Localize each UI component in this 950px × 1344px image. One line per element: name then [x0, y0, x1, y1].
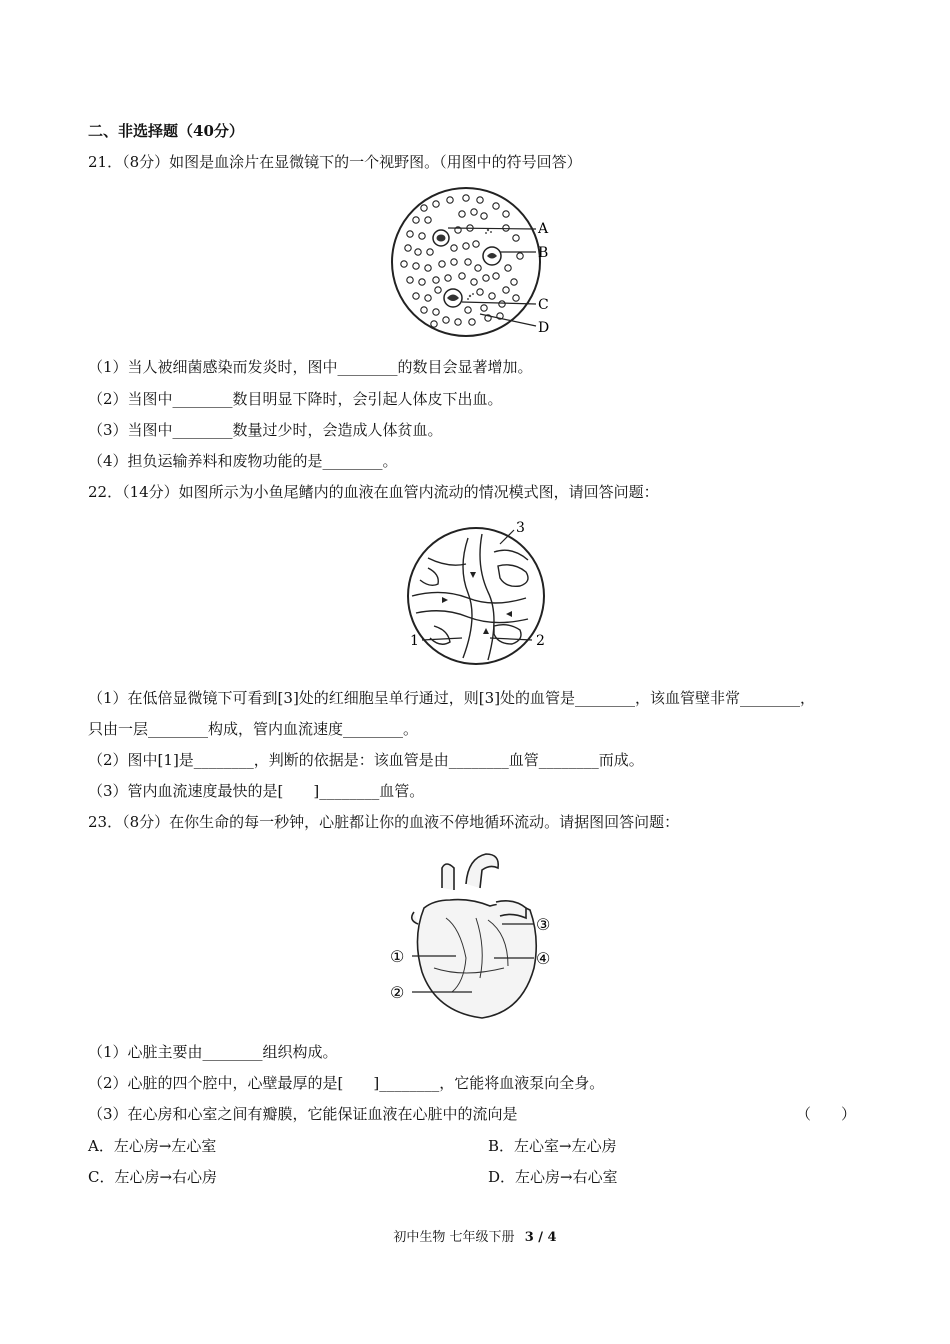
- label-3: 3: [516, 520, 525, 536]
- red-blood-cell: [439, 261, 445, 267]
- red-blood-cell: [433, 201, 439, 207]
- red-blood-cell: [425, 265, 431, 271]
- red-blood-cell: [443, 317, 449, 323]
- red-blood-cell: [489, 293, 495, 299]
- q21-item-4: （4）担负运输养料和废物功能的是________。: [88, 452, 398, 470]
- red-blood-cell: [471, 209, 477, 215]
- label-b: B: [538, 245, 549, 261]
- red-blood-cell: [469, 319, 475, 325]
- q22-capillary-figure: [398, 518, 558, 670]
- red-blood-cell: [433, 309, 439, 315]
- q22-stem: 22．（14分）如图所示为小鱼尾鳍内的血液在血管内流动的情况模式图，请回答问题：: [88, 483, 659, 501]
- blood-smear-diagram: [388, 186, 558, 341]
- q22-item-1-cont: 只由一层________构成，管内血流速度________。: [88, 720, 419, 738]
- q22-item-3: （3）管内血流速度最快的是[ ]________血管。: [88, 782, 425, 800]
- q23-item-2: （2）心脏的四个腔中，心壁最厚的是[ ]________，它能将血液泵向全身。: [88, 1074, 605, 1092]
- red-blood-cell: [477, 289, 483, 295]
- red-blood-cell: [407, 277, 413, 283]
- fish-tail-vessel-diagram: [398, 518, 558, 670]
- red-blood-cell: [459, 211, 465, 217]
- label-circled-3: ③: [536, 915, 551, 934]
- q23-stem: 23．（8分）在你生命的每一秒钟，心脏都让你的血液不停地循环流动。请据图回答问题：: [88, 813, 680, 831]
- red-blood-cell: [471, 279, 477, 285]
- red-blood-cell: [459, 273, 465, 279]
- q23-heart-figure: [384, 848, 564, 1026]
- red-blood-cell: [503, 211, 509, 217]
- footer-text: 初中生物 七年级下册: [393, 1230, 515, 1245]
- white-blood-cell-a: [433, 230, 449, 246]
- red-blood-cell: [463, 195, 469, 201]
- heart-diagram: [384, 848, 564, 1026]
- red-blood-cell: [431, 321, 437, 327]
- red-blood-cell: [477, 197, 483, 203]
- red-blood-cell: [407, 231, 413, 237]
- red-blood-cell: [503, 287, 509, 293]
- red-blood-cell: [517, 253, 523, 259]
- q21-blood-smear-figure: [388, 186, 558, 341]
- red-blood-cell: [421, 307, 427, 313]
- q21-stem: 21．（8分）如图是血涂片在显微镜下的一个视野图。（用图中的符号回答）: [88, 153, 582, 171]
- q21-item-3: （3）当图中________数量过少时，会造成人体贫血。: [88, 421, 443, 439]
- red-blood-cell: [415, 249, 421, 255]
- red-blood-cell: [451, 245, 457, 251]
- label-d: D: [538, 320, 550, 336]
- q23-option-c: C．左心房→右心房: [88, 1168, 218, 1186]
- red-blood-cell: [445, 275, 451, 281]
- red-blood-cell: [433, 277, 439, 283]
- label-circled-4: ④: [536, 949, 551, 968]
- red-blood-cell: [401, 261, 407, 267]
- q22-item-1: （1）在低倍显微镜下可看到[3]处的红细胞呈单行通过，则[3]处的血管是________，该血管壁非常________，: [88, 689, 816, 707]
- page-footer: [0, 1226, 950, 1245]
- label-1: 1: [410, 633, 419, 649]
- red-blood-cell: [481, 213, 487, 219]
- red-blood-cell: [451, 259, 457, 265]
- q23-item-1: （1）心脏主要由________组织构成。: [88, 1043, 338, 1061]
- red-blood-cell: [435, 287, 441, 293]
- heart-outline: [412, 854, 537, 1018]
- q22-item-2: （2）图中[1]是________，判断的依据是：该血管是由________血管________而成。: [88, 751, 644, 769]
- red-blood-cell: [481, 305, 487, 311]
- red-blood-cell: [499, 301, 505, 307]
- label-circled-2: ②: [390, 983, 405, 1002]
- section-title: 二、非选择题（40分）: [88, 122, 244, 140]
- red-blood-cell: [505, 265, 511, 271]
- red-blood-cell: [483, 275, 489, 281]
- red-blood-cell: [413, 217, 419, 223]
- red-blood-cell: [427, 249, 433, 255]
- label-a: A: [538, 221, 549, 237]
- q21-item-2: （2）当图中________数目明显下降时，会引起人体皮下出血。: [88, 390, 503, 408]
- red-blood-cell: [413, 293, 419, 299]
- red-blood-cell: [455, 319, 461, 325]
- label-circled-1: ①: [390, 947, 405, 966]
- red-blood-cell: [421, 205, 427, 211]
- label-c: C: [538, 297, 549, 313]
- q23-item-3: （3）在心房和心室之间有瓣膜，它能保证血液在心脏中的流向是: [88, 1105, 518, 1123]
- red-blood-cell: [513, 235, 519, 241]
- red-blood-cell: [465, 307, 471, 313]
- red-blood-cell: [405, 245, 411, 251]
- red-blood-cell: [413, 263, 419, 269]
- white-blood-cell-b: [483, 247, 501, 265]
- red-blood-cell: [511, 279, 517, 285]
- q21-item-1: （1）当人被细菌感染而发炎时，图中________的数目会显著增加。: [88, 358, 533, 376]
- red-blood-cell: [419, 279, 425, 285]
- red-blood-cell: [463, 243, 469, 249]
- white-blood-cell-c: [444, 289, 462, 307]
- red-blood-cell: [425, 217, 431, 223]
- red-blood-cell: [493, 273, 499, 279]
- q23-answer-paren: （ ）: [796, 1105, 857, 1123]
- label-2: 2: [536, 633, 545, 649]
- red-blood-cell: [503, 225, 509, 231]
- red-blood-cell: [465, 259, 471, 265]
- page-number: 3 / 4: [524, 1230, 557, 1245]
- red-blood-cell: [513, 295, 519, 301]
- red-blood-cell: [473, 241, 479, 247]
- red-blood-cell: [419, 233, 425, 239]
- q23-option-b: B．左心室→左心房: [488, 1137, 617, 1155]
- q23-option-a: A．左心房→左心室: [88, 1137, 217, 1155]
- red-blood-cell: [447, 197, 453, 203]
- q23-option-d: D．左心房→右心室: [488, 1168, 618, 1186]
- red-blood-cell: [475, 265, 481, 271]
- red-blood-cell: [493, 203, 499, 209]
- red-blood-cell: [425, 295, 431, 301]
- field-outline: [408, 528, 544, 664]
